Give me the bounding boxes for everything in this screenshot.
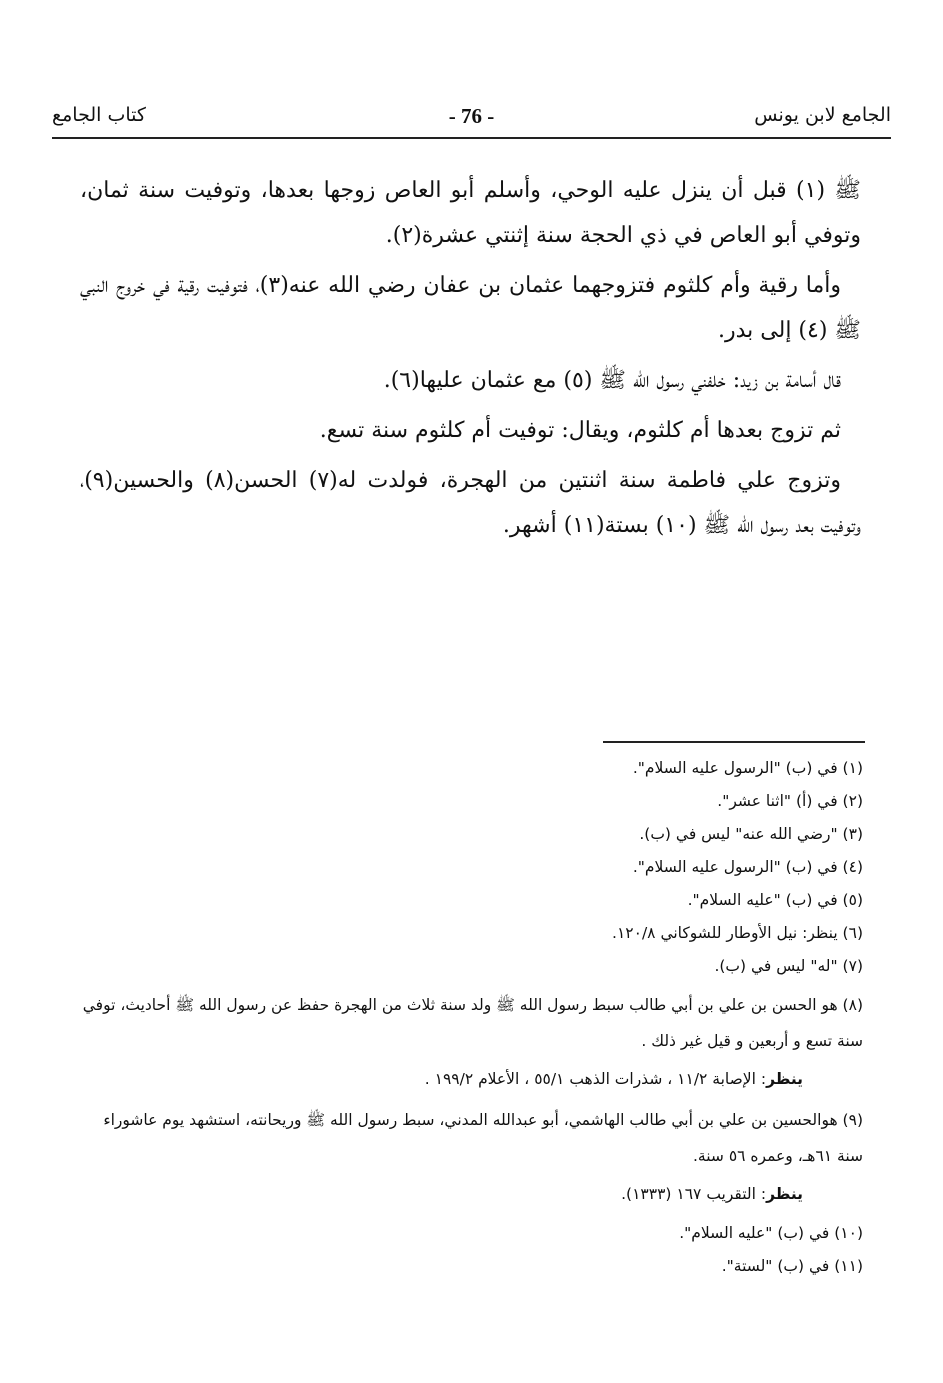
reference-text: : التقريب ١٦٧ (١٣٣٣). [621, 1185, 767, 1203]
footnote-4: (٤) في (ب) "الرسول عليه السلام". [632, 858, 863, 876]
header-rule [52, 137, 891, 139]
footnote-6: (٦) ينظر: نيل الأوطار للشوكاني ١٢٠/٨. [612, 924, 863, 942]
footnote-5: (٥) في (ب) "عليه السلام". [687, 891, 863, 909]
footnote-8-reference [80, 1063, 863, 1096]
paragraph: قال أسامة بن زيد: خلفني رسول الله ﷺ (٥) مع عثمان عليها(٦). [383, 368, 841, 393]
footnotes [80, 752, 863, 1283]
footnote-11: (١١) في (ب) "لستة". [721, 1257, 863, 1275]
reference-label: ينظر [766, 1070, 803, 1088]
footnote-8: (٨) هو الحسن بن علي بن أبي طالب سبط رسول الله ﷺ ولد سنة ثلاث من الهجرة حفظ عن رسول الله ﷺ أحاديث، توفي سنة تسع و أربعين و قيل غير ذلك . [82, 996, 863, 1050]
section-title: كتاب الجامع [52, 104, 146, 126]
paragraph: ثم تزوج بعدها أم كلثوم، ويقال: توفيت أم كلثوم سنة تسع. [319, 418, 841, 443]
book-title: الجامع لابن يونس [754, 104, 891, 126]
footnote-2: (٢) في (أ) "اثنا عشر". [717, 792, 863, 810]
reference-label: ينظر [766, 1185, 803, 1203]
paragraph: ﷺ (١) قبل أن ينزل عليه الوحي، وأسلم أبو العاص زوجها بعدها، وتوفيت سنة ثمان، وتوفي أبو العاص في ذي الحجة سنة إثنتي عشرة(٢). [80, 178, 862, 248]
footnote-10: (١٠) في (ب) "عليه السلام". [679, 1224, 863, 1242]
page-number: - 76 - [448, 104, 495, 128]
reference-text: : الإصابة ١١/٢ ، شذرات الذهب ٥٥/١ ، الأعلام ١٩٩/٢ . [424, 1070, 767, 1088]
paragraph: وأما رقية وأم كلثوم فتزوجهما عثمان بن عفان رضي الله عنه(٣)، فتوفيت رقية في خروج النبي ﷺ (٤) إلى بدر. [80, 273, 861, 343]
footnote-separator [603, 741, 865, 743]
page-header [52, 104, 891, 134]
footnote-9: (٩) هوالحسين بن علي بن أبي طالب الهاشمي، أبو عبدالله المدني، سبط رسول الله ﷺ وريحانته، استشهد يوم عاشوراء سنة ٦١هـ، وعمره ٥٦ سنة. [103, 1111, 863, 1165]
footnote-9-reference [80, 1178, 863, 1211]
paragraph: وتزوج علي فاطمة سنة اثنتين من الهجرة، فولدت له(٧) الحسن(٨) والحسين(٩)، وتوفيت بعد رسول الله ﷺ (١٠) بستة(١١) أشهر. [80, 468, 861, 538]
footnote-3: (٣) "رضي الله عنه" ليس في (ب). [639, 825, 863, 843]
footnote-1: (١) في (ب) "الرسول عليه السلام". [632, 759, 863, 777]
footnote-7: (٧) "له" ليس في (ب). [714, 957, 863, 975]
main-text [80, 168, 861, 553]
